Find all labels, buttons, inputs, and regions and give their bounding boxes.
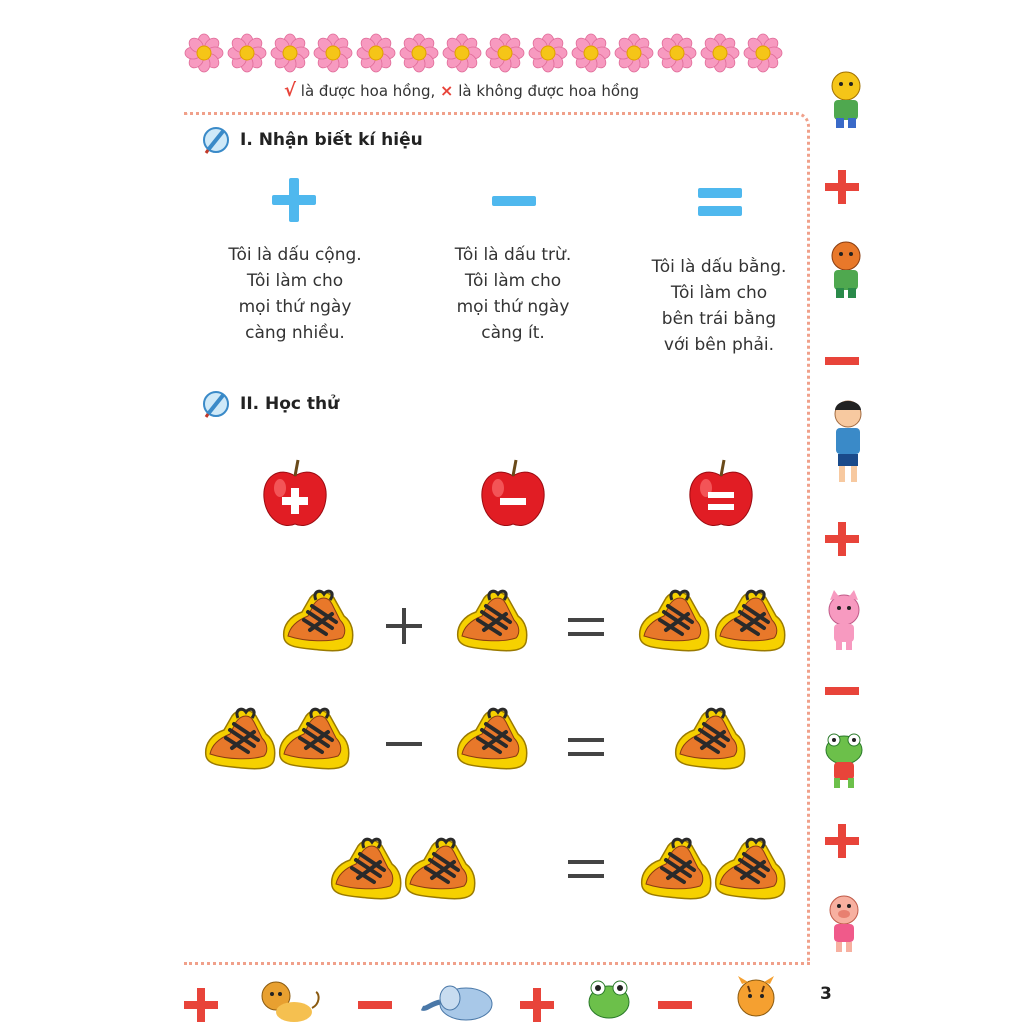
- shoe-icon: [636, 586, 712, 656]
- plus-description: [200, 242, 390, 346]
- equal-icon: [696, 186, 744, 218]
- minus-icon: [823, 672, 861, 710]
- plus-icon: [182, 986, 220, 1024]
- plus-desc-line: mọi thứ ngày: [238, 297, 352, 317]
- check-text: là được hoa hồng,: [296, 82, 441, 100]
- cartoon-character-icon: [824, 238, 868, 300]
- flower-icon: [658, 34, 696, 72]
- minus-icon: [382, 722, 426, 766]
- shoe-icon: [712, 834, 788, 904]
- flower-icon: [443, 34, 481, 72]
- section-1-title: I. Nhận biết kí hiệu: [240, 130, 423, 150]
- elephant-icon: [420, 980, 504, 1024]
- flower-icon: [228, 34, 266, 72]
- shoe-icon: [712, 586, 788, 656]
- cartoon-character-icon: [822, 590, 866, 652]
- shoe-icon: [454, 704, 530, 774]
- cross-mark: ×: [440, 81, 454, 100]
- tiger-icon: [724, 974, 788, 1024]
- cartoon-character-icon: [822, 892, 866, 954]
- flower-icon: [314, 34, 352, 72]
- plus-icon: [823, 168, 861, 206]
- apple-minus-icon: [478, 458, 548, 530]
- flower-icon: [572, 34, 610, 72]
- minus-icon: [356, 986, 394, 1024]
- flower-icon: [744, 34, 782, 72]
- equal-icon: [564, 846, 608, 890]
- plus-icon: [382, 604, 426, 648]
- equal-icon: [564, 604, 608, 648]
- flower-icon: [701, 34, 739, 72]
- shoe-icon: [454, 586, 530, 656]
- flower-icon: [400, 34, 438, 72]
- dotted-bottom-line: [184, 962, 810, 965]
- shoe-icon: [402, 834, 478, 904]
- legend: [284, 80, 639, 101]
- shoe-icon: [328, 834, 404, 904]
- plus-desc-line: càng nhiều.: [245, 323, 345, 343]
- equal-description: [624, 254, 814, 358]
- equal-desc-line: Tôi làm cho: [670, 283, 768, 303]
- cross-text: là không được hoa hồng: [453, 82, 640, 100]
- minus-desc-line: mọi thứ ngày: [456, 297, 570, 317]
- apple-equal-icon: [686, 458, 756, 530]
- plus-icon: [823, 822, 861, 860]
- equal-icon: [564, 724, 608, 768]
- equal-desc-line: Tôi là dấu bằng.: [651, 257, 787, 277]
- cartoon-character-icon: [826, 398, 870, 486]
- pencil-icon: [202, 390, 230, 418]
- check-mark: √: [284, 80, 297, 101]
- minus-desc-line: càng ít.: [481, 323, 545, 343]
- flower-icon: [185, 34, 223, 72]
- equal-desc-line: với bên phải.: [663, 335, 775, 355]
- flower-icon: [271, 34, 309, 72]
- page-number: 3: [820, 984, 832, 1004]
- apple-plus-icon: [260, 458, 330, 530]
- shoe-icon: [276, 704, 352, 774]
- plus-icon: [518, 986, 556, 1024]
- frog-icon: [584, 976, 634, 1024]
- minus-desc-line: Tôi làm cho: [464, 271, 562, 291]
- shoe-icon: [202, 704, 278, 774]
- equal-desc-line: bên trái bằng: [661, 309, 777, 329]
- plus-desc-line: Tôi là dấu cộng.: [228, 245, 362, 265]
- flower-icon: [529, 34, 567, 72]
- minus-icon: [490, 194, 538, 208]
- cartoon-character-icon: [824, 68, 868, 130]
- plus-icon: [270, 176, 318, 224]
- flower-icon: [486, 34, 524, 72]
- section-2-title: II. Học thử: [240, 394, 340, 414]
- plus-desc-line: Tôi làm cho: [246, 271, 344, 291]
- shoe-icon: [280, 586, 356, 656]
- pencil-icon: [202, 126, 230, 154]
- flower-border: [182, 28, 792, 78]
- plus-icon: [823, 520, 861, 558]
- minus-icon: [823, 342, 861, 380]
- shoe-icon: [638, 834, 714, 904]
- flower-icon: [357, 34, 395, 72]
- flower-icon: [615, 34, 653, 72]
- minus-icon: [656, 986, 694, 1024]
- shoe-icon: [672, 704, 748, 774]
- cartoon-character-icon: [820, 728, 868, 790]
- minus-description: [418, 242, 608, 346]
- lion-icon: [254, 978, 324, 1024]
- minus-desc-line: Tôi là dấu trừ.: [454, 245, 572, 265]
